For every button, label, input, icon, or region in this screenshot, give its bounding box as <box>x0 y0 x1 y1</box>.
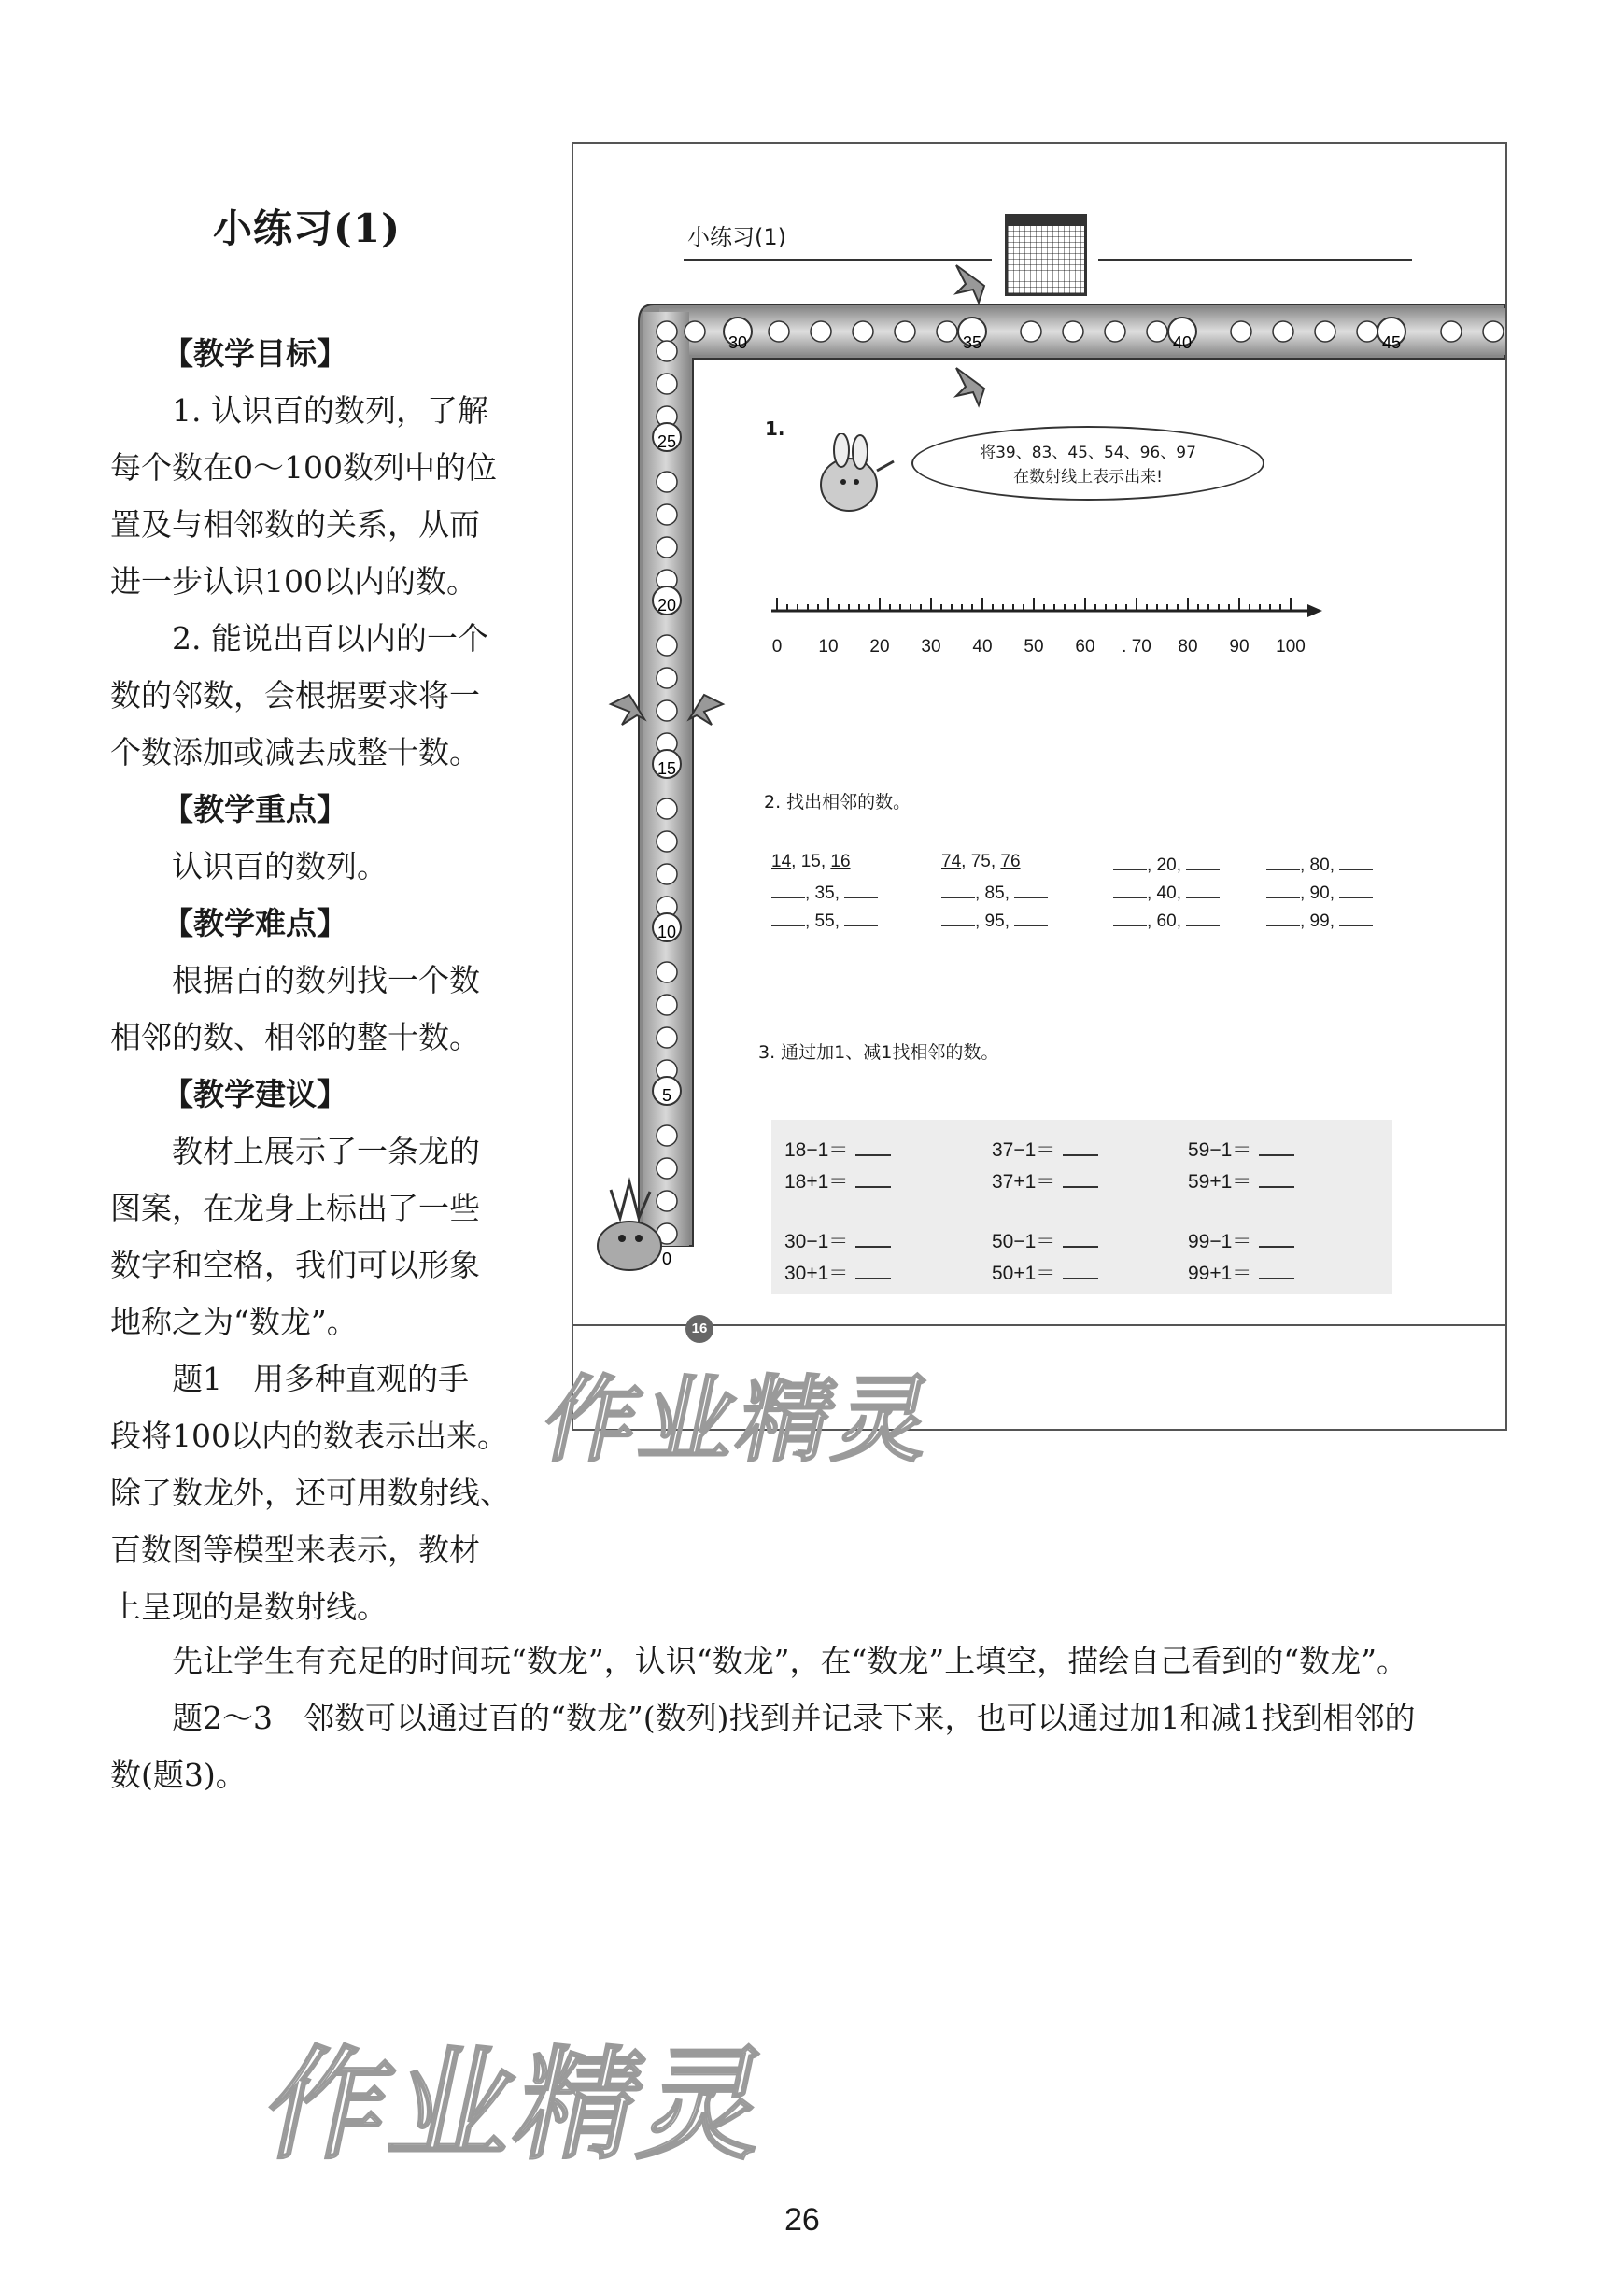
dragon-cell <box>1483 321 1504 342</box>
equation-text: 59+1＝ <box>1188 1171 1252 1193</box>
body-paragraph-continuation: 数(题3)。 <box>110 1757 247 1793</box>
equation <box>992 1166 1098 1194</box>
equation <box>784 1226 891 1254</box>
answer-blank[interactable] <box>1186 908 1220 926</box>
dragon-label-40: 40 <box>1172 333 1193 352</box>
answer-blank[interactable] <box>1063 1229 1098 1248</box>
dragon-cell <box>685 321 705 342</box>
answer-blank[interactable] <box>1113 908 1147 926</box>
neighbor-row <box>1113 880 1220 904</box>
equation <box>1188 1226 1294 1254</box>
difficulty-heading: 【教学难点】 <box>162 905 347 941</box>
page-number: 26 <box>784 2202 820 2238</box>
dragon-cell <box>657 1158 677 1179</box>
body-text <box>110 1632 1520 1803</box>
body-paragraph: 先让学生有充足的时间玩“数龙”，认识“数龙”，在“数龙”上填空，描绘自己看到的“数龙”。 <box>172 1643 1407 1679</box>
answer-blank[interactable] <box>1259 1229 1294 1248</box>
neighbor-row <box>941 852 1021 872</box>
dragon-cell <box>1315 321 1335 342</box>
equation-text: 50+1＝ <box>992 1263 1056 1284</box>
difficulty-line: 相邻的数、相邻的整十数。 <box>110 1019 480 1055</box>
number-line-arrow-icon <box>1307 604 1322 617</box>
goal-1-line: 每个数在0～100数列中的位 <box>110 449 497 486</box>
neighbor-value: 16 <box>830 852 851 871</box>
dragon-cell <box>657 962 677 982</box>
goal-1-line: 置及与相邻数的关系，从而 <box>110 506 480 543</box>
answer-blank[interactable] <box>855 1169 891 1188</box>
neighbor-row <box>1266 880 1373 904</box>
neighbor-row <box>1113 908 1220 932</box>
textbook-excerpt <box>572 142 1507 1431</box>
answer-blank[interactable] <box>1186 880 1220 898</box>
number-line-label: 0 <box>771 637 783 657</box>
number-line-label: 100 <box>1276 637 1306 657</box>
neighbor-center: , 20, <box>1147 855 1187 875</box>
answer-blank[interactable] <box>855 1137 891 1156</box>
answer-blank[interactable] <box>855 1229 891 1248</box>
dragon-label-10: 10 <box>657 923 677 941</box>
neighbor-row <box>1266 908 1373 932</box>
q1-number: 1. <box>765 417 785 440</box>
dragon-cell <box>1441 321 1462 342</box>
dragon-cell <box>1063 321 1083 342</box>
equation <box>1188 1258 1294 1286</box>
answer-blank[interactable] <box>1014 908 1048 926</box>
neighbor-center: , 75, <box>961 852 1001 871</box>
q1-note-line: 段将100以内的数表示出来。 <box>110 1418 508 1454</box>
equation <box>992 1258 1098 1286</box>
answer-blank[interactable] <box>1339 852 1373 870</box>
equation <box>784 1135 891 1163</box>
dragon-cell <box>657 635 677 656</box>
answer-blank[interactable] <box>844 908 878 926</box>
equation-text: 18+1＝ <box>784 1171 849 1193</box>
dragon-cell <box>1147 321 1167 342</box>
speech-bubble <box>911 426 1264 501</box>
neighbor-value: 76 <box>1000 852 1021 871</box>
neighbor-row <box>941 908 1048 932</box>
dragon-cell <box>1105 321 1125 342</box>
dragon-label-30: 30 <box>727 333 748 352</box>
dragon-label-0: 0 <box>661 1250 672 1268</box>
textbook-title: 小练习(1) <box>687 224 786 250</box>
neighbor-center: , 99, <box>1300 911 1340 931</box>
equation <box>784 1166 891 1194</box>
bunny-icon <box>812 433 901 517</box>
dragon-cell <box>657 864 677 884</box>
equation <box>784 1258 891 1286</box>
number-line-label: 80 <box>1178 637 1198 657</box>
number-line-label: 40 <box>972 637 993 657</box>
dragon-cell <box>811 321 831 342</box>
equation <box>992 1226 1098 1254</box>
dragon-cell <box>937 321 957 342</box>
dragon-label-5: 5 <box>661 1086 672 1105</box>
equation-text: 37+1＝ <box>992 1171 1056 1193</box>
neighbor-center: , 90, <box>1300 883 1340 903</box>
neighbor-row <box>941 880 1048 904</box>
dragon-cell <box>1021 321 1041 342</box>
neighbor-row <box>771 880 878 904</box>
answer-blank[interactable] <box>771 908 805 926</box>
answer-blank[interactable] <box>1259 1137 1294 1156</box>
teaching-notes-column <box>110 325 521 1635</box>
q2-title: 2. 找出相邻的数。 <box>764 792 911 812</box>
equation-text: 99+1＝ <box>1188 1263 1252 1284</box>
answer-blank[interactable] <box>1339 908 1373 926</box>
dragon-label-15: 15 <box>657 759 677 778</box>
equation-text: 18−1＝ <box>784 1139 849 1161</box>
watermark-text: 作业精灵 <box>253 2034 784 2176</box>
answer-blank[interactable] <box>1259 1169 1294 1188</box>
dragon-cell <box>657 374 677 394</box>
answer-blank[interactable] <box>1266 908 1300 926</box>
answer-blank[interactable] <box>1266 880 1300 898</box>
goal-2-line: 2. 能说出百以内的一个 <box>172 620 488 657</box>
equation <box>992 1135 1098 1163</box>
dragon-cell <box>657 995 677 1015</box>
dragon-label-20: 20 <box>657 596 677 615</box>
dragon-cell <box>657 537 677 558</box>
answer-blank[interactable] <box>844 880 878 898</box>
answer-blank[interactable] <box>1063 1137 1098 1156</box>
q1-note-line: 上呈现的是数射线。 <box>110 1589 388 1625</box>
equation <box>1188 1135 1294 1163</box>
q3-title: 3. 通过加1、减1找相邻的数。 <box>758 1042 999 1063</box>
answer-blank[interactable] <box>1259 1261 1294 1279</box>
answer-blank[interactable] <box>1266 852 1300 870</box>
dragon-cell <box>895 321 915 342</box>
q1-note-line: 百数图等模型来表示，教材 <box>110 1532 480 1568</box>
neighbor-row <box>771 852 851 872</box>
answer-blank[interactable] <box>1113 852 1147 870</box>
number-line-label: 20 <box>869 637 890 657</box>
advice-line: 地称之为“数龙”。 <box>110 1304 358 1340</box>
neighbor-row <box>1113 852 1220 876</box>
key-point-text: 认识百的数列。 <box>172 848 388 884</box>
equation-text: 37−1＝ <box>992 1139 1056 1161</box>
number-line-label: 50 <box>1024 637 1044 657</box>
advice-line: 教材上展示了一条龙的 <box>172 1133 480 1169</box>
dragon-label-25: 25 <box>657 432 677 451</box>
dragon-cell <box>657 504 677 525</box>
equation-text: 59−1＝ <box>1188 1139 1252 1161</box>
dragon-cell <box>657 1125 677 1146</box>
dragon-cell <box>657 668 677 688</box>
bubble-line: 将39、83、45、54、96、97 <box>980 444 1196 462</box>
dragon-cell <box>657 798 677 819</box>
answer-blank[interactable] <box>1186 852 1220 870</box>
neighbor-center: , 55, <box>805 911 845 931</box>
dragon-cell <box>657 321 677 342</box>
goal-2-line: 数的邻数，会根据要求将一 <box>110 677 480 714</box>
dragon-cell <box>1357 321 1377 342</box>
neighbor-center: , 15, <box>791 852 831 871</box>
goal-2-line: 个数添加或减去成整十数。 <box>110 734 480 770</box>
page-title: 小练习(1) <box>213 205 401 251</box>
answer-blank[interactable] <box>1063 1261 1098 1279</box>
dragon-cell <box>1273 321 1293 342</box>
equation-box <box>771 1120 1392 1294</box>
goal-1-line: 1. 认识百的数列，了解 <box>172 392 488 429</box>
dragon-cell <box>657 700 677 721</box>
equation <box>1188 1166 1294 1194</box>
number-line-label: . 70 <box>1122 637 1151 657</box>
number-line-label: 10 <box>818 637 839 657</box>
difficulty-line: 根据百的数列找一个数 <box>172 962 480 998</box>
dragon-cell <box>657 472 677 492</box>
number-line-label: 90 <box>1229 637 1250 657</box>
watermark-text: 作业精灵 <box>533 1365 946 1475</box>
dragon-cell <box>1231 321 1251 342</box>
neighbor-center: , 35, <box>805 883 845 903</box>
dragon-cell <box>657 831 677 852</box>
equation-text: 30−1＝ <box>784 1231 849 1252</box>
goal-heading: 【教学目标】 <box>162 335 347 372</box>
dragon-cell <box>657 341 677 361</box>
equation-text: 99−1＝ <box>1188 1231 1252 1252</box>
answer-blank[interactable] <box>771 880 805 898</box>
advice-line: 图案，在龙身上标出了一些 <box>110 1190 480 1226</box>
number-line-label: 30 <box>921 637 941 657</box>
equation-text: 30+1＝ <box>784 1263 849 1284</box>
key-point-heading: 【教学重点】 <box>162 791 347 827</box>
answer-blank[interactable] <box>1113 880 1147 898</box>
answer-blank[interactable] <box>941 880 975 898</box>
answer-blank[interactable] <box>1014 880 1048 898</box>
goal-1-line: 进一步认识100以内的数。 <box>110 563 477 600</box>
dragon-label-35: 35 <box>962 333 982 352</box>
answer-blank[interactable] <box>1339 880 1373 898</box>
advice-line: 数字和空格，我们可以形象 <box>110 1247 480 1283</box>
neighbor-center: , 95, <box>975 911 1015 931</box>
answer-blank[interactable] <box>1063 1169 1098 1188</box>
body-paragraph: 题2～3 邻数可以通过百的“数龙”(数列)找到并记录下来，也可以通过加1和减1找到相邻的 <box>172 1700 1416 1736</box>
textbook-page-badge: 16 <box>685 1315 713 1343</box>
dragon-label-45: 45 <box>1381 333 1402 352</box>
dragon-cell <box>657 1191 677 1211</box>
q1-note-line: 除了数龙外，还可用数射线、 <box>110 1475 511 1511</box>
neighbor-center: , 80, <box>1300 855 1340 875</box>
dragon-cell <box>769 321 789 342</box>
q1-note-line: 题1 用多种直观的手 <box>172 1361 469 1397</box>
neighbor-row <box>1266 852 1373 876</box>
neighbor-row <box>771 908 878 932</box>
neighbor-center: , 85, <box>975 883 1015 903</box>
number-line-label: 60 <box>1075 637 1095 657</box>
neighbor-center: , 60, <box>1147 911 1187 931</box>
neighbor-value: 74 <box>941 852 962 871</box>
neighbor-value: 14 <box>771 852 792 871</box>
neighbor-center: , 40, <box>1147 883 1187 903</box>
number-line <box>771 592 1332 629</box>
number-line-ticks <box>777 598 1291 611</box>
equation-text: 50−1＝ <box>992 1231 1056 1252</box>
dragon-cell <box>853 321 873 342</box>
answer-blank[interactable] <box>941 908 975 926</box>
bubble-line: 在数射线上表示出来! <box>1013 468 1163 487</box>
dragon-cell <box>657 1027 677 1048</box>
advice-heading: 【教学建议】 <box>162 1076 347 1112</box>
answer-blank[interactable] <box>855 1261 891 1279</box>
